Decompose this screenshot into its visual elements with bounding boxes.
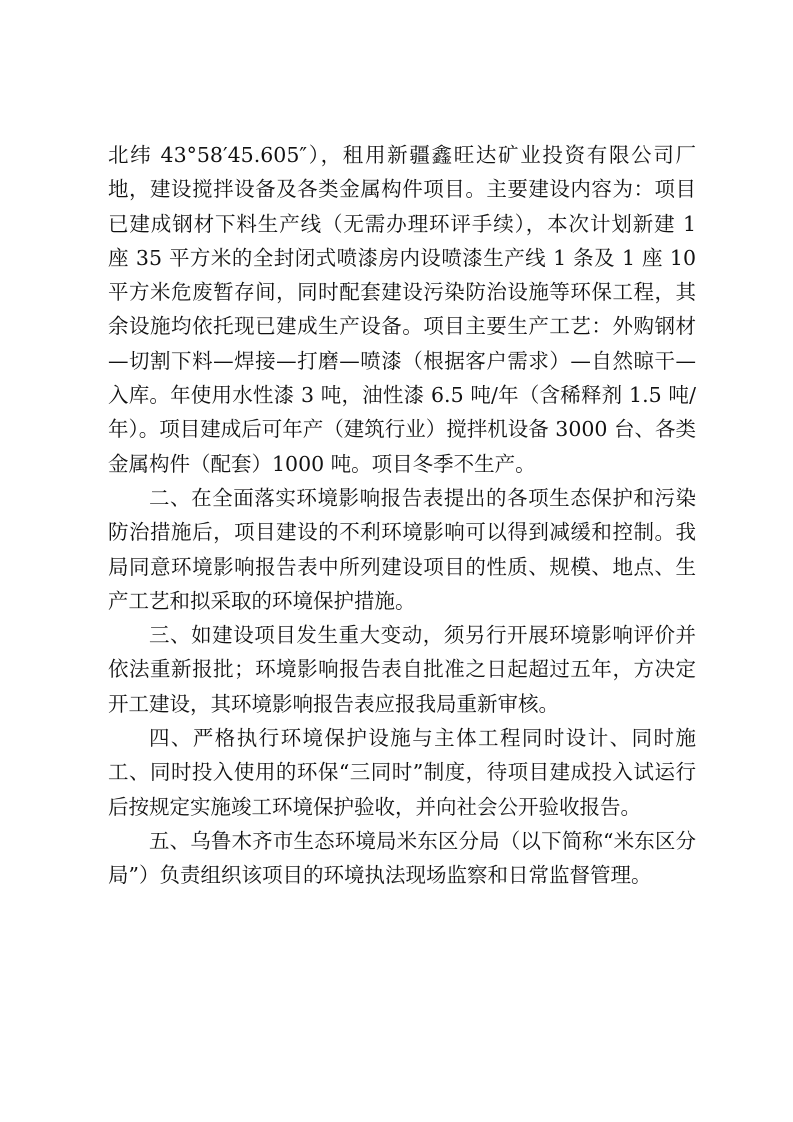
document-body <box>108 138 696 893</box>
paragraph-project-description: 北纬 43°58′45.605″），租用新疆鑫旺达矿业投资有限公司厂地，建设搅拌设备及各类金属构件项目。主要建设内容为：项目已建成钢材下料生产线（无需办理环评手续），本次计划新建 1 座 35 平方米的全封闭式喷漆房内设喷漆生产线 1 条及 1 座 10 平方米危废暂存间，同时配套建设污染防治设施等环保工程，其余设施均依托现已建成生产设备。项目主要生产工艺：外购钢材—切割下料—焊接—打磨—喷漆（根据客户需求）—自然晾干—入库。年使用水性漆 3 吨，油性漆 6.5 吨/年（含稀释剂 1.5 吨/年）。项目建成后可年产（建筑行业）搅拌机设备 3000 台、各类金属构件（配套）1000 吨。项目冬季不生产。 <box>108 143 696 476</box>
paragraph-item-five: 五、乌鲁木齐市生态环境局米东区分局（以下简称“米东区分局”）负责组织该项目的环境执法现场监察和日常监督管理。 <box>108 828 696 888</box>
paragraph-item-three: 三、如建设项目发生重大变动，须另行开展环境影响评价并依法重新报批；环境影响报告表自批准之日起超过五年，方决定开工建设，其环境影响报告表应报我局重新审核。 <box>108 623 696 716</box>
paragraph-item-two: 二、在全面落实环境影响报告表提出的各项生态保护和污染防治措施后，项目建设的不利环境影响可以得到减缓和控制。我局同意环境影响报告表中所列建设项目的性质、规模、地点、生产工艺和拟采取的环境保护措施。 <box>108 485 696 613</box>
paragraph-item-four: 四、严格执行环境保护设施与主体工程同时设计、同时施工、同时投入使用的环保“三同时”制度，待项目建成投入试运行后按规定实施竣工环境保护验收，并向社会公开验收报告。 <box>108 726 696 819</box>
